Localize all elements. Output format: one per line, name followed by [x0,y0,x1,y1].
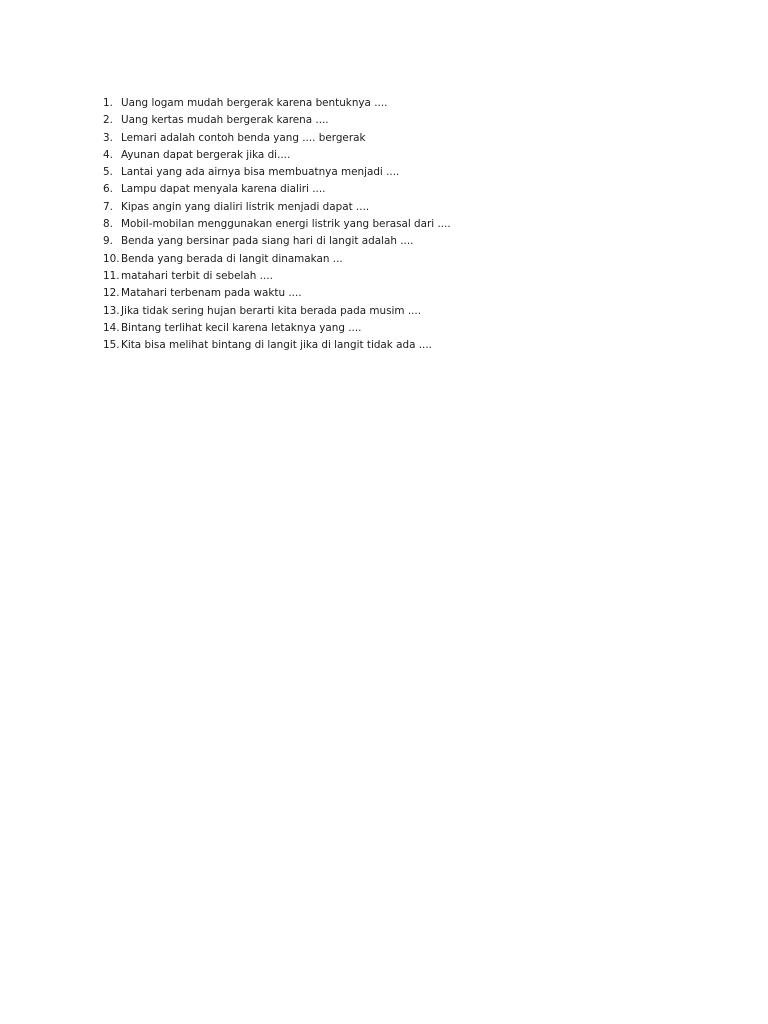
question-text: Ayunan dapat bergerak jika di.... [121,148,291,161]
question-item [103,199,451,216]
question-item [103,268,451,285]
question-number: 8. [103,218,113,231]
question-text: Jika tidak sering hujan berarti kita berada pada musim .... [121,304,422,317]
question-text: Benda yang bersinar pada siang hari di langit adalah .... [121,235,414,248]
question-number: 6. [103,183,113,196]
question-text: Bintang terlihat kecil karena letaknya yang .... [121,321,362,334]
question-number: 1. [103,97,113,109]
question-number: 11. [103,269,120,282]
question-list [103,95,451,354]
question-item [103,251,451,268]
question-number: 10. [103,252,120,265]
question-number: 14. [103,321,120,334]
question-item [103,320,451,337]
question-text: Kita bisa melihat bintang di langit jika di langit tidak ada .... [121,339,432,352]
question-text: Uang logam mudah bergerak karena bentuknya .... [121,97,388,109]
question-number: 15. [103,339,120,352]
question-item [103,164,451,181]
question-text: Lemari adalah contoh benda yang .... bergerak [121,131,366,144]
question-number: 13. [103,304,120,317]
question-number: 4. [103,148,113,161]
question-number: 5. [103,166,113,179]
question-text: Kipas angin yang dialiri listrik menjadi dapat .... [121,200,370,213]
question-text: Lantai yang ada airnya bisa membuatnya menjadi .... [121,166,400,179]
question-number: 12. [103,287,120,300]
question-item [103,303,451,320]
question-item [103,130,451,147]
question-number: 9. [103,235,113,248]
question-item [103,216,451,233]
question-text: matahari terbit di sebelah .... [121,269,273,282]
question-number: 3. [103,131,113,144]
question-item [103,181,451,198]
question-text: Benda yang berada di langit dinamakan ... [121,252,343,265]
question-text: Mobil-mobilan menggunakan energi listrik yang berasal dari .... [121,218,451,231]
question-item [103,112,451,129]
question-text: Uang kertas mudah bergerak karena .... [121,114,329,127]
question-text: Lampu dapat menyala karena dialiri .... [121,183,326,196]
question-item [103,337,451,354]
question-number: 7. [103,200,113,213]
question-item [103,285,451,302]
question-number: 2. [103,114,113,127]
question-item [103,95,451,112]
question-text: Matahari terbenam pada waktu .... [121,287,302,300]
question-item [103,233,451,250]
question-item [103,147,451,164]
